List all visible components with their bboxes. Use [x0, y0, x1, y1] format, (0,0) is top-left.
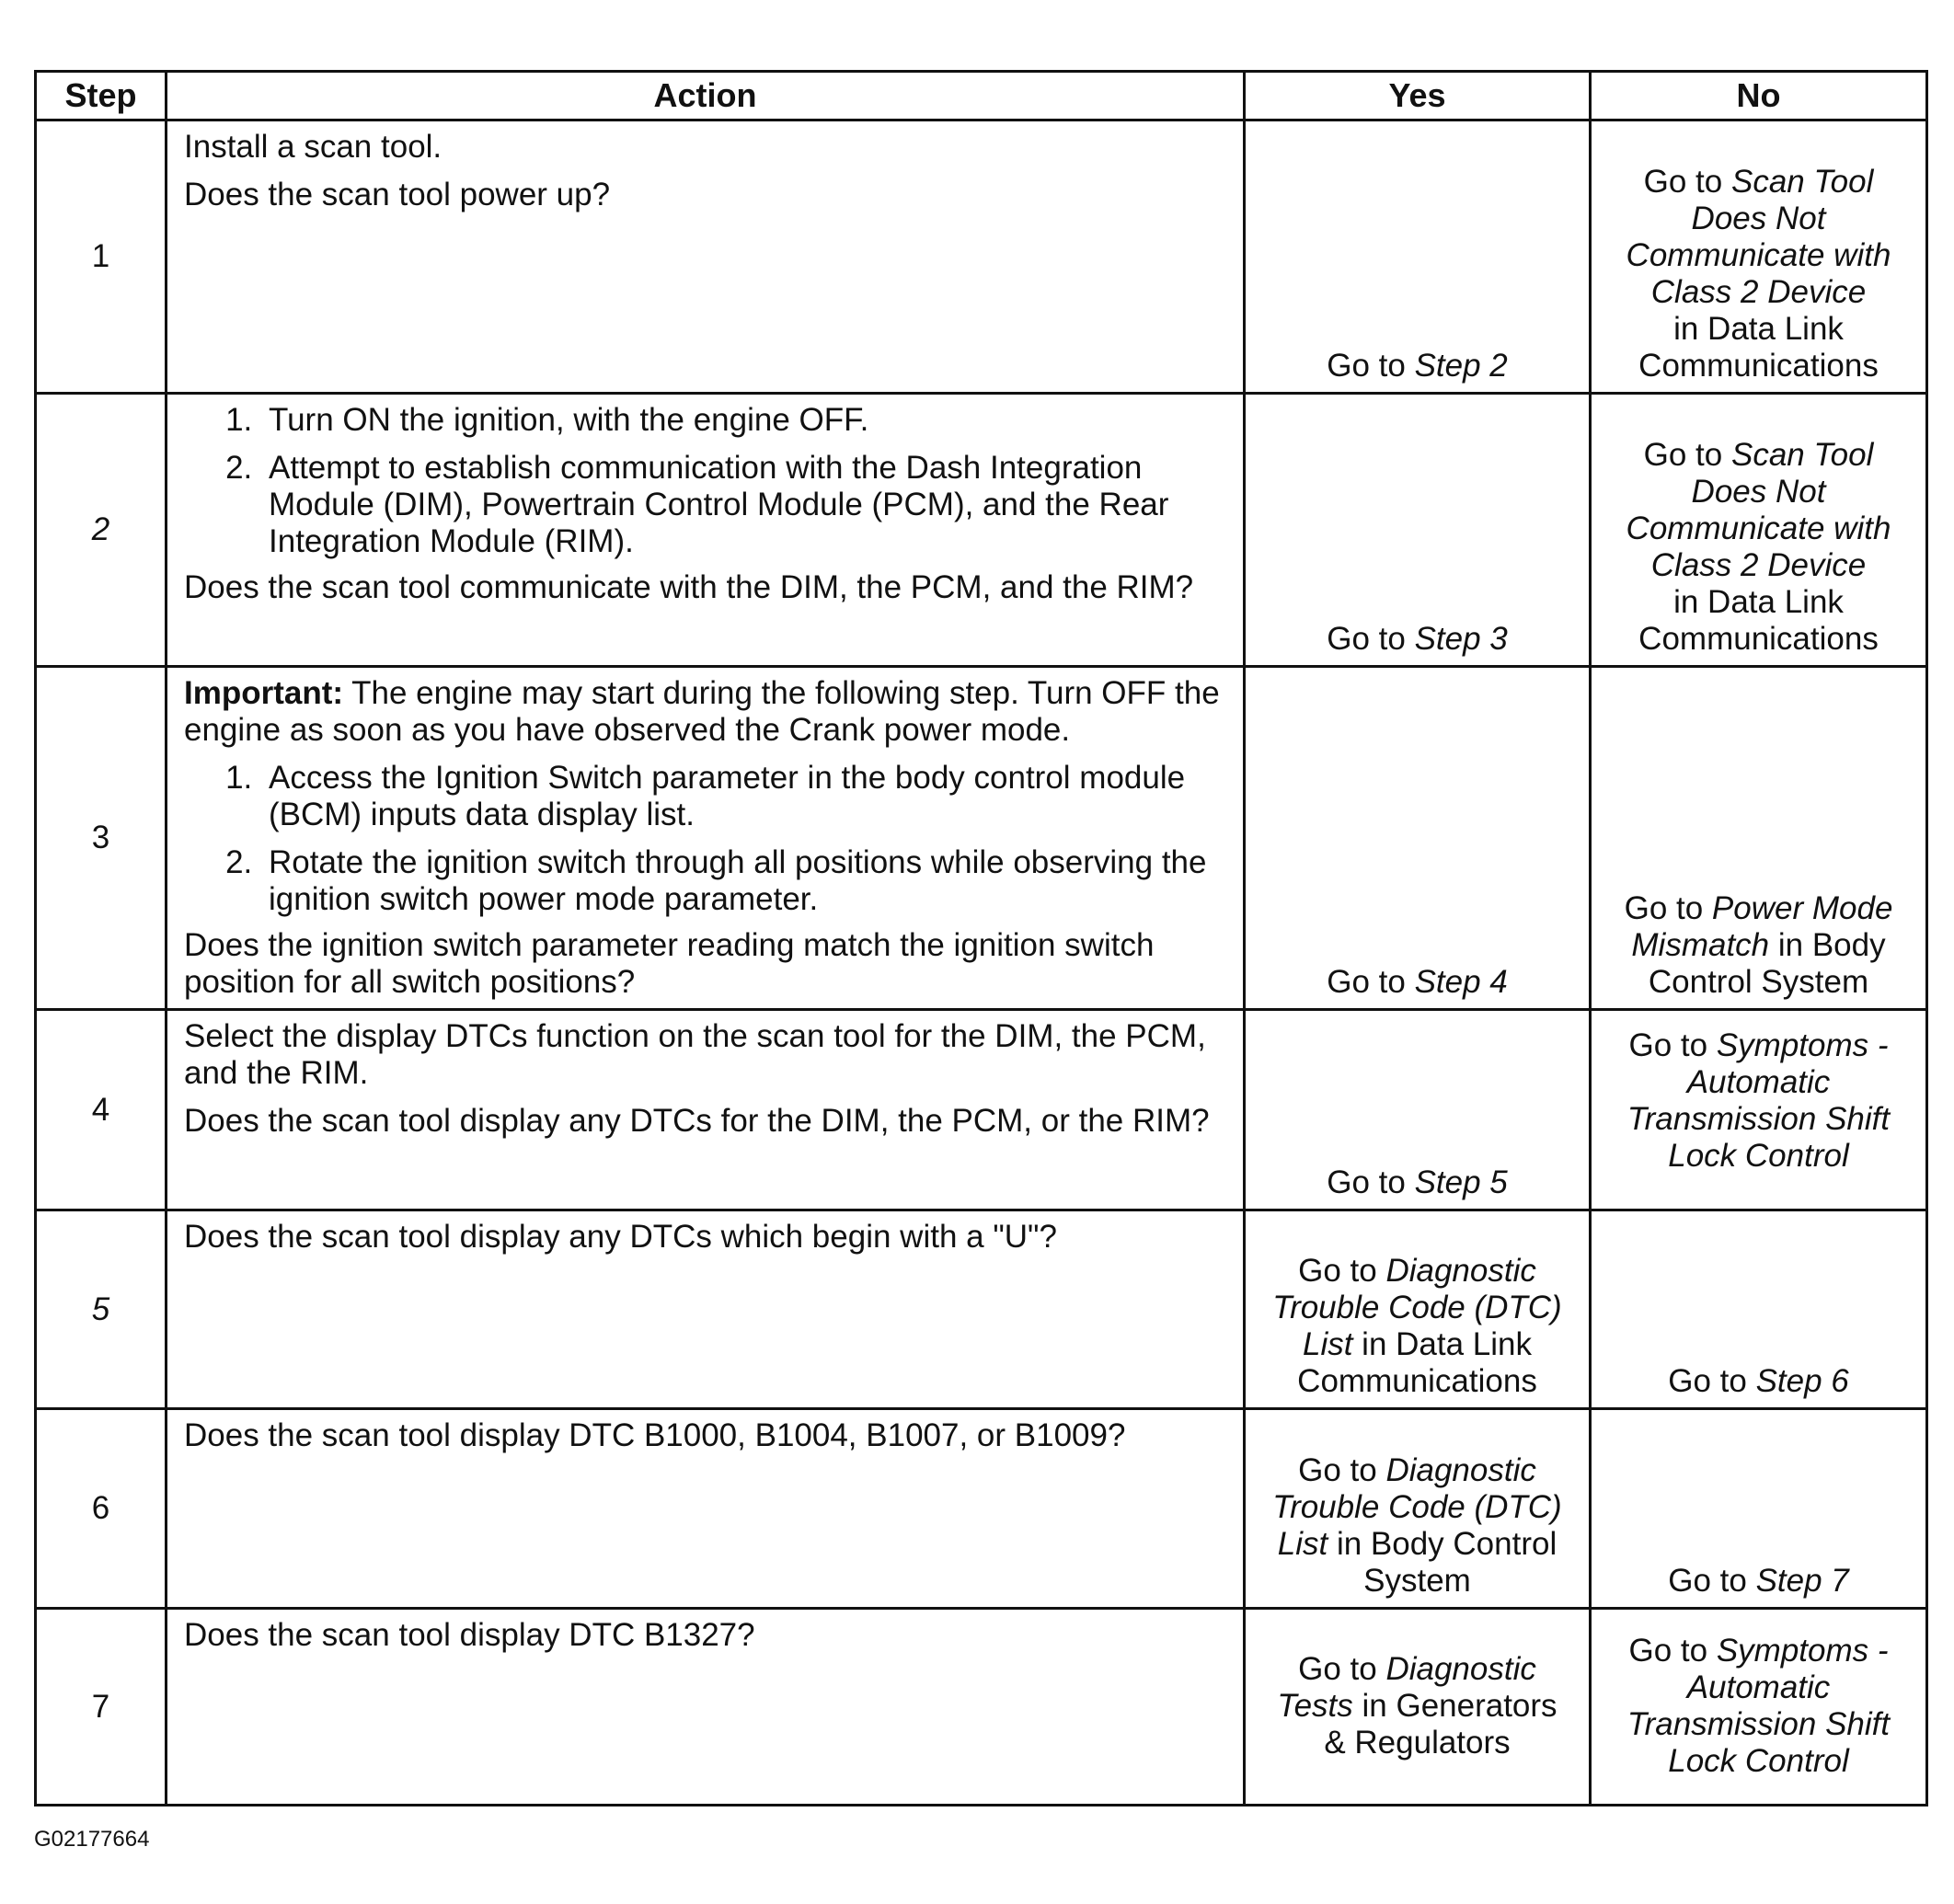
yes-prefix: Go to — [1327, 348, 1415, 384]
no-cell — [1591, 1609, 1927, 1806]
no-cell — [1591, 394, 1927, 667]
step-number: 7 — [36, 1609, 167, 1806]
action-cell — [167, 1210, 1245, 1409]
step-number-text: 2 — [91, 511, 110, 547]
table-row — [36, 1010, 1927, 1210]
yes-cell — [1245, 120, 1591, 394]
no-suffix: Communications — [1638, 348, 1879, 384]
header-step: Step — [36, 72, 167, 120]
no-cell — [1591, 1409, 1927, 1609]
yes-prefix: Go to — [1327, 621, 1415, 657]
yes-prefix: Go to — [1298, 1452, 1386, 1488]
yes-link[interactable]: Step 3 — [1414, 621, 1508, 657]
header-row — [36, 72, 1927, 120]
no-link-part[interactable]: Lock Control — [1668, 1742, 1849, 1779]
no-cell — [1591, 120, 1927, 394]
no-link-part[interactable]: Scan Tool — [1730, 437, 1874, 473]
no-link-part[interactable]: Lock Control — [1668, 1138, 1849, 1174]
yes-cell — [1245, 1409, 1591, 1609]
action-question: Does the scan tool display any DTCs which begin with a "U"? — [184, 1219, 1057, 1255]
step-number: 4 — [36, 1010, 167, 1210]
yes-suffix: System — [1363, 1563, 1471, 1599]
action-question: Does the ignition switch parameter reading match the ignition switch position for all switch positions? — [184, 927, 1155, 1000]
figure-id: G02177664 — [34, 1827, 150, 1852]
important-text: The engine may start during the following step. Turn OFF the engine as soon as you have observed the Crank power mode. — [184, 675, 1220, 748]
yes-suffix: & Regulators — [1324, 1724, 1511, 1761]
no-prefix: Go to — [1643, 164, 1731, 200]
action-question: Does the scan tool communicate with the DIM, the PCM, and the RIM? — [184, 569, 1194, 605]
no-link-part[interactable]: Communicate with — [1626, 510, 1891, 546]
action-cell — [167, 1609, 1245, 1806]
no-prefix: Go to — [1628, 1027, 1717, 1063]
no-prefix: Go to — [1624, 890, 1712, 926]
no-link-part[interactable]: Does Not — [1691, 201, 1826, 236]
no-link-part[interactable]: Mismatch — [1631, 927, 1770, 963]
no-link-part[interactable]: Class 2 Device — [1650, 547, 1867, 583]
header-yes: Yes — [1245, 72, 1591, 120]
step-number-text: 5 — [91, 1290, 110, 1327]
yes-cell — [1245, 1210, 1591, 1409]
table-row — [36, 120, 1927, 394]
no-link-part[interactable]: Does Not — [1691, 474, 1826, 510]
action-cell — [167, 1409, 1245, 1609]
action-question: Does the scan tool display DTC B1000, B1004, B1007, or B1009? — [184, 1417, 1126, 1453]
no-link-part[interactable]: Symptoms - — [1716, 1027, 1889, 1063]
action-cell — [167, 120, 1245, 394]
action-list-item: 2. Attempt to establish communication with the Dash Integration Module (DIM), Powertrain Control Module (PCM), and the Rear Integration Module (RIM). — [261, 450, 1223, 560]
action-cell — [167, 1010, 1245, 1210]
no-link[interactable]: Step 7 — [1755, 1563, 1849, 1599]
yes-link-part[interactable]: List — [1277, 1526, 1328, 1562]
yes-link-part[interactable]: Trouble Code (DTC) — [1272, 1489, 1562, 1525]
diagnostic-table — [34, 70, 1928, 1807]
yes-suffix: in Body Control — [1328, 1526, 1557, 1562]
yes-suffix: Communications — [1297, 1363, 1537, 1399]
yes-cell — [1245, 667, 1591, 1010]
yes-prefix: Go to — [1298, 1253, 1386, 1289]
no-cell — [1591, 1010, 1927, 1210]
action-list-item: 1. Access the Ignition Switch parameter in the body control module (BCM) inputs data display list. — [261, 760, 1223, 833]
yes-link-part[interactable]: List — [1302, 1326, 1353, 1362]
no-prefix: Go to — [1668, 1563, 1756, 1599]
action-cell — [167, 394, 1245, 667]
action-question: Does the scan tool display DTC B1327? — [184, 1617, 755, 1653]
step-number: 3 — [36, 667, 167, 1010]
no-prefix: Go to — [1628, 1632, 1717, 1669]
action-text: Select the display DTCs function on the scan tool for the DIM, the PCM, and the RIM. — [184, 1018, 1206, 1091]
action-question: Does the scan tool power up? — [184, 177, 611, 212]
no-prefix: Go to — [1668, 1363, 1756, 1399]
no-cell — [1591, 667, 1927, 1010]
yes-prefix: Go to — [1298, 1650, 1386, 1687]
no-suffix: Communications — [1638, 621, 1879, 657]
yes-cell — [1245, 394, 1591, 667]
action-list-item: 2. Rotate the ignition switch through all positions while observing the ignition switch power mode parameter. — [261, 844, 1223, 918]
no-link-part[interactable]: Transmission Shift — [1626, 1705, 1891, 1742]
yes-link-part[interactable]: Trouble Code (DTC) — [1272, 1290, 1562, 1325]
action-list — [184, 402, 1223, 560]
yes-link-part[interactable]: Diagnostic — [1385, 1253, 1536, 1289]
step-number — [36, 394, 167, 667]
table-row — [36, 1409, 1927, 1609]
no-suffix: in Data Link — [1673, 584, 1844, 620]
yes-suffix: in Generators — [1352, 1687, 1557, 1724]
yes-link-part[interactable]: Diagnostic — [1385, 1650, 1536, 1687]
no-suffix: Control System — [1648, 964, 1869, 1000]
no-prefix: Go to — [1643, 437, 1731, 473]
no-link-part[interactable]: Class 2 Device — [1650, 274, 1867, 310]
action-list-item: 1. Turn ON the ignition, with the engine OFF. — [261, 402, 1223, 439]
no-suffix: in Data Link — [1673, 311, 1844, 347]
yes-cell — [1245, 1609, 1591, 1806]
no-link-part[interactable]: Power Mode — [1711, 890, 1893, 926]
yes-link[interactable]: Step 5 — [1414, 1164, 1508, 1200]
step-number: 6 — [36, 1409, 167, 1609]
no-link-part[interactable]: Symptoms - — [1716, 1632, 1889, 1669]
action-text: Install a scan tool. — [184, 129, 443, 165]
yes-suffix: in Data Link — [1352, 1326, 1533, 1362]
table-row — [36, 1210, 1927, 1409]
no-link-part[interactable]: Automatic — [1686, 1064, 1831, 1100]
yes-link-part[interactable]: Tests — [1277, 1687, 1353, 1724]
table-row — [36, 1609, 1927, 1806]
important-note — [184, 675, 1223, 749]
table-row — [36, 667, 1927, 1010]
yes-prefix: Go to — [1327, 964, 1415, 1000]
no-cell — [1591, 1210, 1927, 1409]
step-number — [36, 1210, 167, 1409]
no-link-part[interactable]: Communicate with — [1626, 237, 1891, 273]
action-cell — [167, 667, 1245, 1010]
no-link-part[interactable]: Scan Tool — [1730, 164, 1874, 200]
step-number: 1 — [36, 120, 167, 394]
no-link[interactable]: Step 6 — [1755, 1363, 1849, 1399]
no-link-part[interactable]: Automatic — [1686, 1669, 1831, 1705]
yes-link-part[interactable]: Diagnostic — [1385, 1452, 1536, 1488]
yes-cell — [1245, 1010, 1591, 1210]
table-row — [36, 394, 1927, 667]
action-question: Does the scan tool display any DTCs for the DIM, the PCM, or the RIM? — [184, 1103, 1210, 1139]
no-link-part[interactable]: Transmission Shift — [1626, 1101, 1891, 1137]
yes-link[interactable]: Step 4 — [1414, 964, 1508, 1000]
header-no: No — [1591, 72, 1927, 120]
header-action: Action — [167, 72, 1245, 120]
yes-link[interactable]: Step 2 — [1414, 348, 1508, 384]
important-label: Important: — [184, 675, 344, 711]
action-list — [184, 760, 1223, 918]
no-suffix: in Body — [1769, 927, 1886, 963]
yes-prefix: Go to — [1327, 1164, 1415, 1200]
